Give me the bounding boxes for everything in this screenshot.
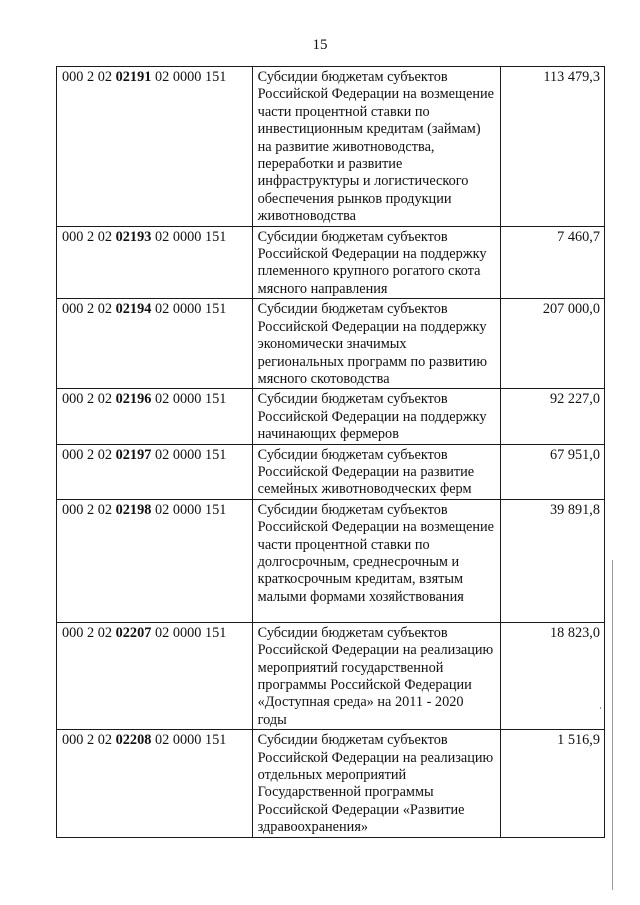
code-prefix: 000 2 02: [62, 391, 116, 408]
amount-cell: 1 516,9: [500, 730, 604, 837]
amount-cell: 39 891,8: [500, 499, 604, 622]
code-bold-part: 02198: [115, 501, 152, 518]
table-row: [57, 226, 605, 299]
amount-cell: 18 823,0: [500, 622, 604, 729]
code-bold-part: 02193: [115, 228, 152, 245]
revenue-code-cell: [57, 444, 253, 499]
description-cell: Субсидии бюджетам субъектов Российской Федерации на реализацию мероприятий государственной программы Российской Федерации «Доступная среда» на 2011 - 2020 годы: [252, 622, 500, 729]
code-suffix: 02 0000 151: [151, 391, 227, 408]
revenue-code-cell: [57, 499, 253, 622]
revenue-code-cell: [57, 389, 253, 444]
table-row: [57, 444, 605, 499]
revenue-code-cell: [57, 622, 253, 729]
code-prefix: 000 2 02: [62, 501, 116, 518]
code-bold-part: 02196: [115, 391, 152, 408]
code-bold-part: 02207: [115, 624, 152, 641]
description-cell: Субсидии бюджетам субъектов Российской Федерации на реализацию отдельных мероприятий Государственной программы Российской Федерации «Развитие здравоохранения»: [252, 730, 500, 837]
table-row: [57, 499, 605, 622]
code-prefix: 000 2 02: [62, 228, 116, 245]
scan-edge-line: [612, 560, 613, 890]
code-prefix: 000 2 02: [62, 69, 116, 85]
table-row: [57, 622, 605, 729]
table-row: [57, 389, 605, 444]
code-suffix: 02 0000 151: [151, 69, 227, 85]
code-prefix: 000 2 02: [62, 301, 116, 318]
description-cell: Субсидии бюджетам субъектов Российской Федерации на развитие семейных животноводческих ферм: [252, 444, 500, 499]
revenue-code-cell: [57, 67, 253, 227]
code-bold-part: 02194: [115, 301, 152, 318]
revenue-code-cell: [57, 730, 253, 837]
revenue-code-cell: [57, 226, 253, 299]
code-bold-part: 02197: [115, 446, 152, 463]
amount-cell: 92 227,0: [500, 389, 604, 444]
code-suffix: 02 0000 151: [151, 501, 227, 518]
code-bold-part: 02208: [115, 732, 152, 749]
code-prefix: 000 2 02: [62, 732, 116, 749]
table-row: [57, 67, 605, 227]
table-row: [57, 299, 605, 389]
revenue-code-cell: [57, 299, 253, 389]
description-cell: Субсидии бюджетам субъектов Российской Федерации на возмещение части процентной ставки по инвестиционным кредитам (займам) на развитие животноводства, переработки и развитие инфраструктуры и логистического обеспечения рынков продукции животноводства: [252, 67, 500, 227]
code-suffix: 02 0000 151: [151, 228, 227, 245]
code-prefix: 000 2 02: [62, 624, 116, 641]
description-cell: Субсидии бюджетам субъектов Российской Федерации на возмещение части процентной ставки по долгосрочным, среднесрочным и краткосрочным кредитам, взятым малыми формами хозяйствования: [252, 499, 500, 622]
code-suffix: 02 0000 151: [151, 301, 227, 318]
scan-edge-line: [600, 707, 601, 709]
amount-cell: 67 951,0: [500, 444, 604, 499]
code-prefix: 000 2 02: [62, 446, 116, 463]
description-cell: Субсидии бюджетам субъектов Российской Федерации на поддержку экономически значимых региональных программ по развитию мясного скотоводства: [252, 299, 500, 389]
amount-cell: 113 479,3: [500, 67, 604, 227]
description-cell: Субсидии бюджетам субъектов Российской Федерации на поддержку племенного крупного рогатого скота мясного направления: [252, 226, 500, 299]
description-cell: Субсидии бюджетам субъектов Российской Федерации на поддержку начинающих фермеров: [252, 389, 500, 444]
code-suffix: 02 0000 151: [151, 446, 227, 463]
amount-cell: 207 000,0: [500, 299, 604, 389]
budget-revenue-table: [56, 66, 605, 838]
code-suffix: 02 0000 151: [151, 732, 227, 749]
page-number: 15: [312, 37, 328, 53]
code-bold-part: 02191: [115, 69, 152, 85]
amount-cell: 7 460,7: [500, 226, 604, 299]
table-row: [57, 730, 605, 837]
code-suffix: 02 0000 151: [151, 624, 227, 641]
